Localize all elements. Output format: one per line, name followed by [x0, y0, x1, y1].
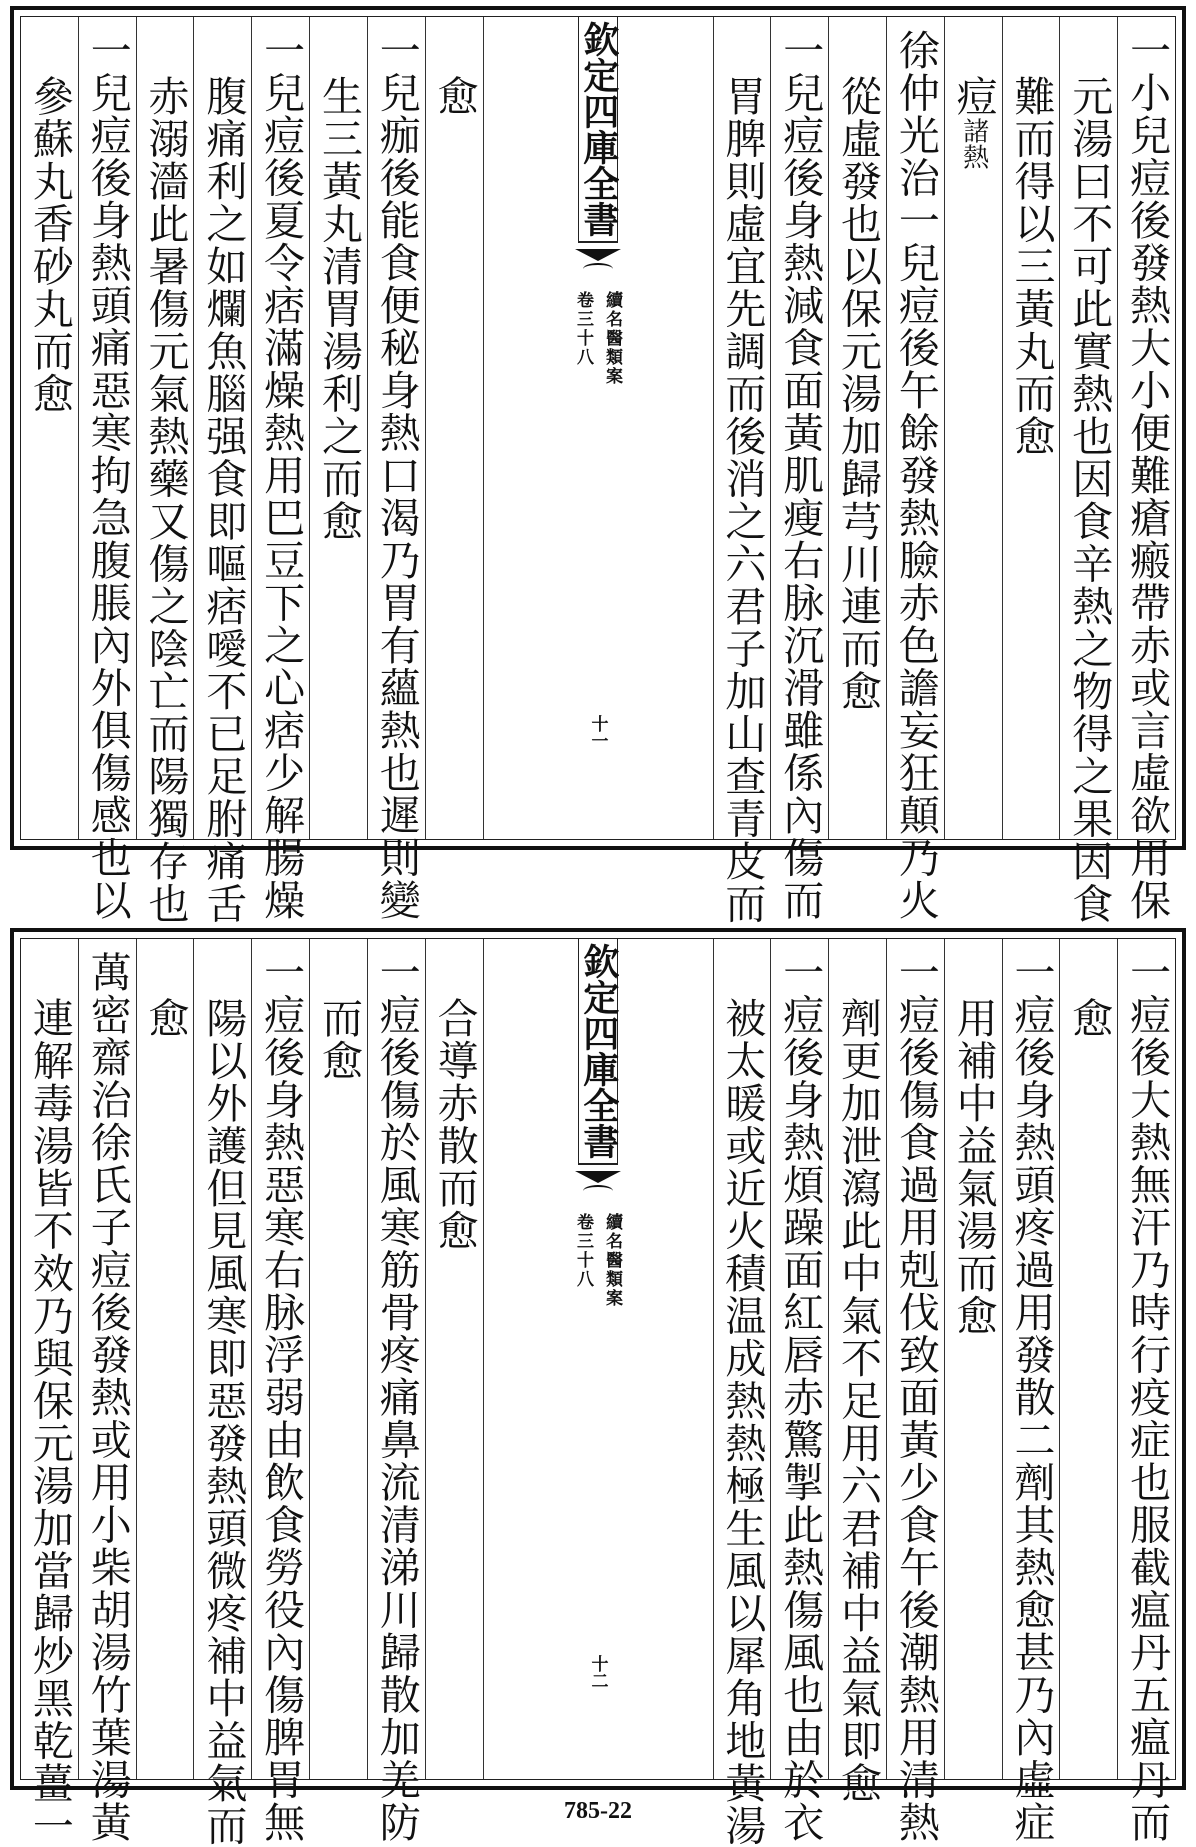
upper-page-frame — [20, 16, 1176, 925]
text-column: 一兒痂後能食便秘身熱口渴乃胃有蘊熱也遲則變 — [367, 17, 425, 839]
running-header — [571, 291, 625, 386]
text-column: 萬密齋治徐氏子痘後發熱或用小柴胡湯竹葉湯黃 — [78, 939, 136, 1779]
text-column: 腹痛利之如爛魚腦强食即嘔痞噯不已足胕痛舌 — [193, 17, 251, 839]
text-column: 生三黃丸清胃湯利之而愈 — [309, 17, 367, 839]
center-fold-column — [483, 939, 713, 1779]
section-heading-column — [944, 17, 1002, 839]
text-column: 一兒痘後身熱減食面黃肌瘦右脉沉滑雖係內傷而 — [770, 17, 828, 839]
text-column: 一小兒痘後發熱大小便難瘡瘢帶赤或言虛欲用保 — [1117, 17, 1175, 839]
folio-number: 十一 — [587, 715, 608, 749]
text-column: 參蘇丸香砂丸而愈 — [25, 75, 74, 415]
text-column: 而愈 — [309, 939, 367, 1779]
book-title: 欽定四庫全書 — [578, 939, 618, 1165]
text-column: 胃脾則虛宜先調而後消之六君子加山查青皮而 — [713, 17, 771, 839]
folio-number: 十二 — [587, 1655, 608, 1689]
text-column: 一痘後傷食過用剋伐致面黃少食午後潮熱用清熱 — [886, 939, 944, 1779]
text-column: 從虛發也以保元湯加歸芎川連而愈 — [828, 17, 886, 839]
text-column: 愈 — [136, 939, 194, 1779]
text-column: 愈 — [1059, 939, 1117, 1779]
volume-number: 卷三十八 — [573, 1213, 593, 1289]
book-title: 欽定四庫全書 — [578, 17, 618, 243]
text-column: 一兒痘後身熱頭痛惡寒拘急腹脹內外俱傷感也以 — [78, 17, 136, 839]
text-column: 劑更加泄瀉此中氣不足用六君補中益氣即愈 — [828, 939, 886, 1779]
work-title: 續名醫類案 — [602, 291, 622, 386]
text-column: 一痘後身熱煩躁面紅唇赤驚掣此熱傷風也由於衣 — [770, 939, 828, 1779]
page-number: 785-22 — [564, 1798, 632, 1824]
section-heading: 痘 — [949, 75, 998, 118]
text-column: 徐仲光治一兒痘後午餘發熱臉赤色譫妄狂顛乃火 — [886, 17, 944, 839]
text-column: 用補中益氣湯而愈 — [944, 939, 1002, 1779]
section-heading-note: 諸熱 — [958, 117, 989, 170]
upper-columns — [21, 17, 1175, 925]
volume-number: 卷三十八 — [573, 291, 593, 367]
text-column: 陽以外護但見風寒即惡發熱頭微疼補中益氣而 — [193, 939, 251, 1779]
text-column: 連解毒湯皆不效乃與保元湯加當歸炒黑乾薑一 — [25, 997, 74, 1847]
text-column: 一痘後大熱無汗乃時行疫症也服截瘟丹五瘟丹而 — [1117, 939, 1175, 1779]
text-column: 赤溺濇此暑傷元氣熱藥又傷之陰亡而陽獨存也 — [136, 17, 194, 839]
center-fold-column — [483, 17, 713, 839]
text-column: 難而得以三黃丸而愈 — [1002, 17, 1060, 839]
fish-tail-mark-icon — [575, 249, 621, 277]
text-column: 愈 — [425, 17, 483, 839]
upper-page — [10, 6, 1186, 925]
text-column: 一痘後身熱頭疼過用發散二劑其熱愈甚乃內虛症 — [1002, 939, 1060, 1779]
text-column: 被太暖或近火積温成熱熱極生風以犀角地黃湯 — [713, 939, 771, 1779]
text-column: 元湯曰不可此實熱也因食辛熱之物得之果因食 — [1059, 17, 1117, 839]
text-column: 一兒痘後夏令痞滿燥熱用巴豆下之心痞少解腸燥 — [251, 17, 309, 839]
text-column: 合導赤散而愈 — [425, 939, 483, 1779]
work-title: 續名醫類案 — [602, 1213, 622, 1308]
text-column: 一痘後身熱惡寒右脉浮弱由飲食勞役內傷脾胃無 — [251, 939, 309, 1779]
fish-tail-mark-icon — [575, 1171, 621, 1199]
running-header — [571, 1213, 625, 1308]
text-column: 一痘後傷於風寒筋骨疼痛鼻流清涕川歸散加羌防 — [367, 939, 425, 1779]
